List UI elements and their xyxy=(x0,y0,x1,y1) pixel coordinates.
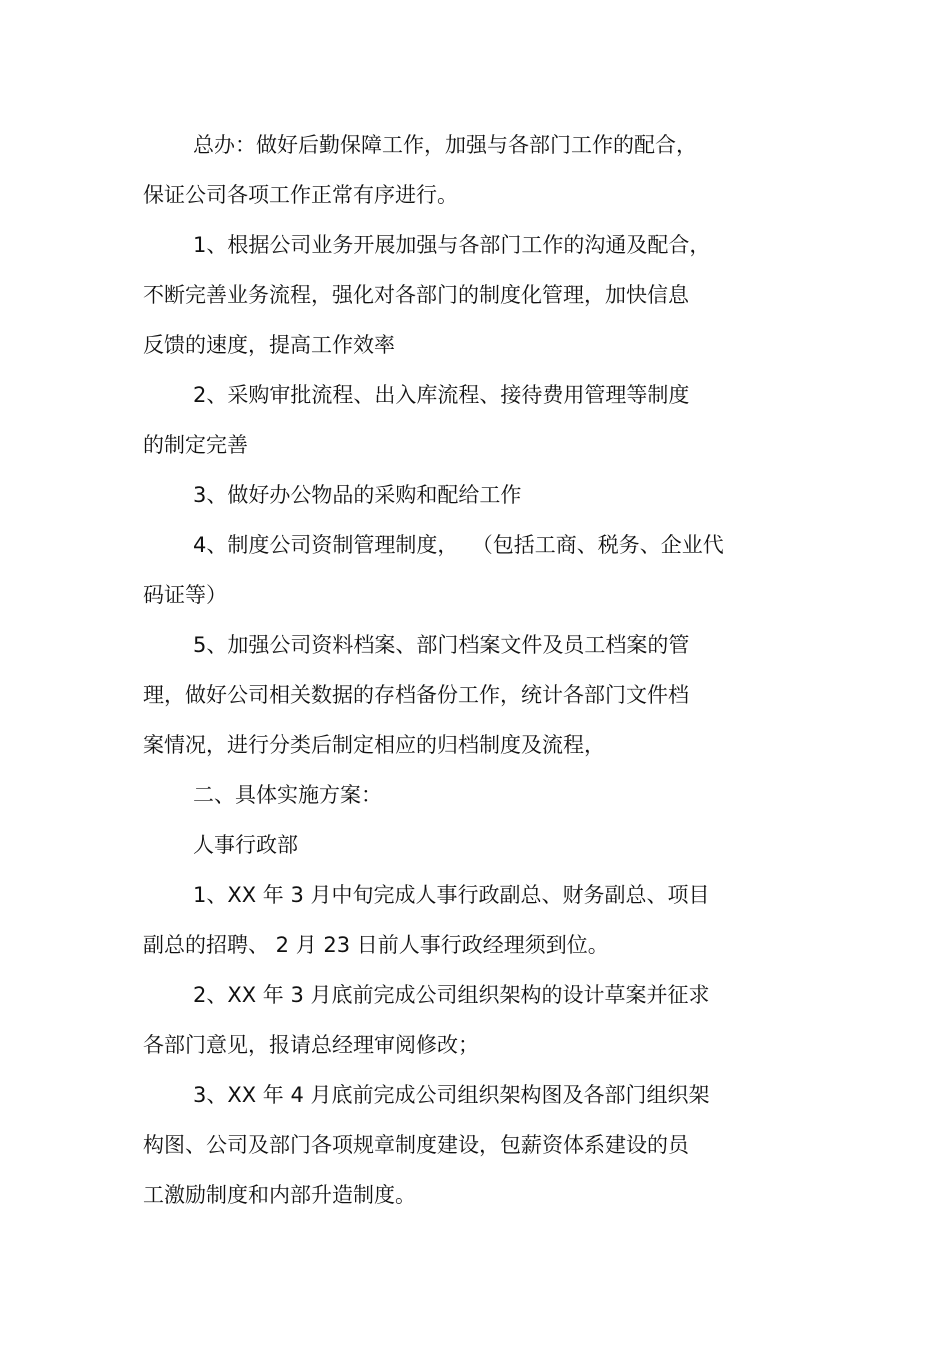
paragraph-line: 3、做好办公物品的采购和配给工作 xyxy=(193,483,522,507)
section-heading: 二、具体实施方案： xyxy=(193,783,382,807)
paragraph-line: 的制定完善 xyxy=(143,433,248,457)
subsection-heading: 人事行政部 xyxy=(193,833,298,857)
document-body xyxy=(143,120,783,1220)
paragraph-line: 4、制度公司资制管理制度， （包括工商、税务、企业代 xyxy=(193,533,724,557)
paragraph-line: 工激励制度和内部升造制度。 xyxy=(143,1183,416,1207)
paragraph-line: 5、加强公司资料档案、部门档案文件及员工档案的管 xyxy=(193,633,690,657)
paragraph-line: 1、XX 年 3 月中旬完成人事行政副总、财务副总、项目 xyxy=(193,883,710,907)
paragraph-line: 理，做好公司相关数据的存档备份工作，统计各部门文件档 xyxy=(143,683,689,707)
paragraph-line: 3、XX 年 4 月底前完成公司组织架构图及各部门组织架 xyxy=(193,1083,710,1107)
paragraph-line: 保证公司各项工作正常有序进行。 xyxy=(143,183,458,207)
paragraph-line: 不断完善业务流程，强化对各部门的制度化管理，加快信息 xyxy=(143,283,689,307)
paragraph-line: 副总的招聘、 2 月 23 日前人事行政经理须到位。 xyxy=(143,933,609,957)
paragraph-line: 案情况，进行分类后制定相应的归档制度及流程， xyxy=(143,733,605,757)
paragraph-line: 码证等） xyxy=(143,583,227,607)
paragraph-line: 反馈的速度，提高工作效率 xyxy=(143,333,395,357)
paragraph-line: 2、采购审批流程、出入库流程、接待费用管理等制度 xyxy=(193,383,690,407)
paragraph-line: 1、根据公司业务开展加强与各部门工作的沟通及配合， xyxy=(193,233,711,257)
paragraph-line: 各部门意见，报请总经理审阅修改； xyxy=(143,1033,479,1057)
paragraph-line: 构图、公司及部门各项规章制度建设，包薪资体系建设的员 xyxy=(143,1133,689,1157)
paragraph-line: 2、XX 年 3 月底前完成公司组织架构的设计草案并征求 xyxy=(193,983,710,1007)
paragraph-line: 总办：做好后勤保障工作，加强与各部门工作的配合， xyxy=(193,133,697,157)
